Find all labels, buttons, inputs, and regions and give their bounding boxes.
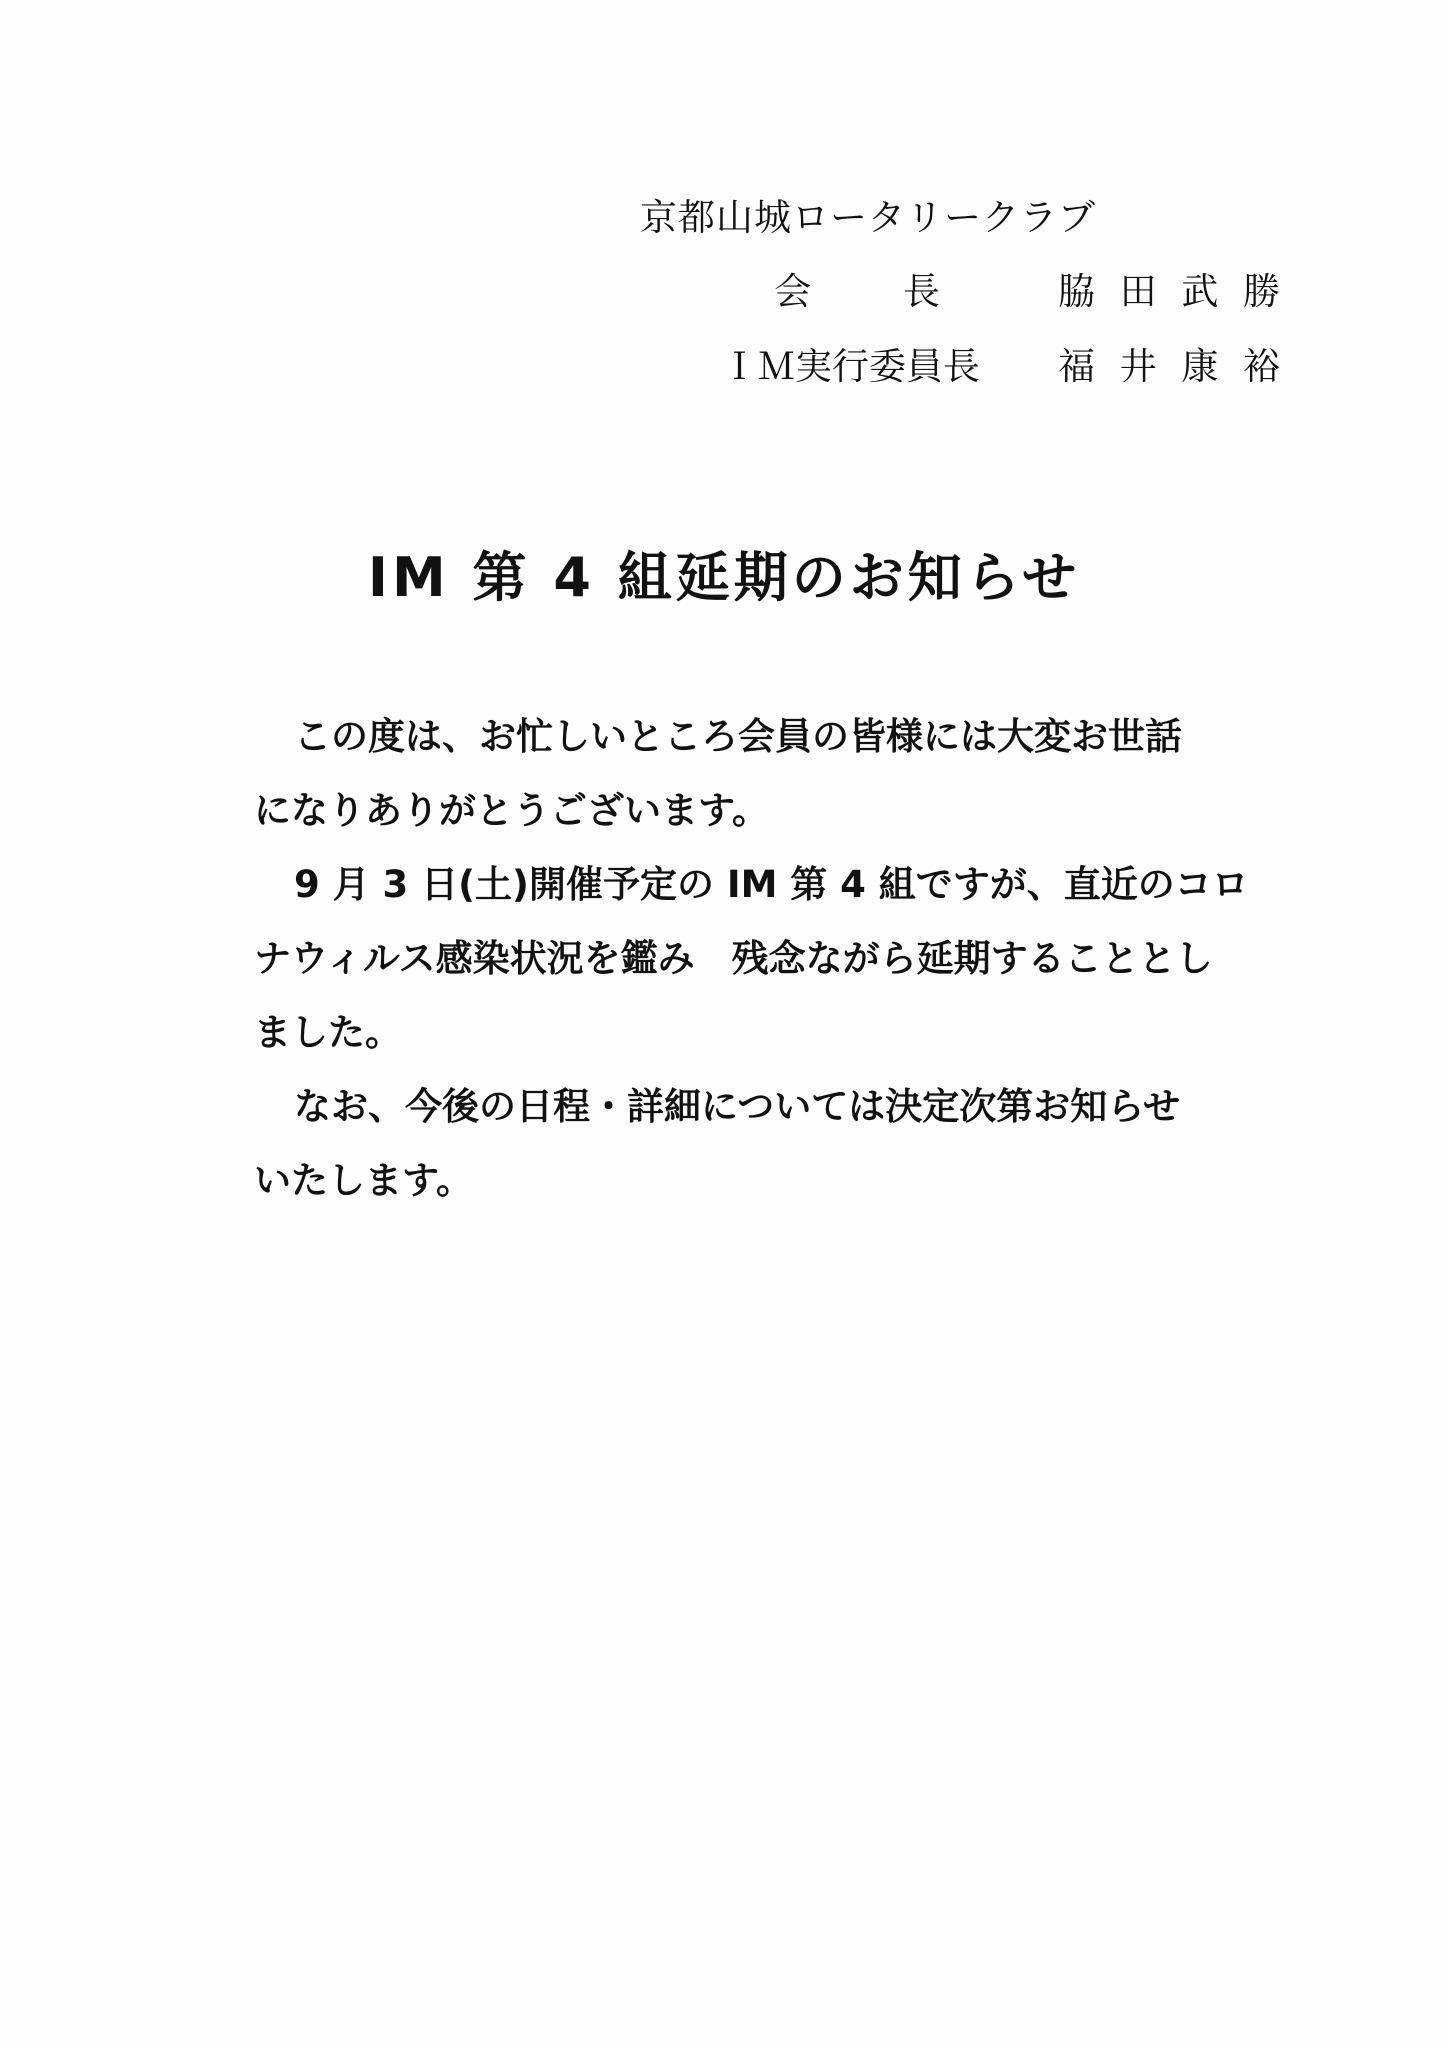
- committee-chair-name-char: 裕: [1242, 345, 1280, 388]
- body-line: ナウィルス感染状況を鑑み 残念ながら延期することとし: [254, 937, 1213, 980]
- committee-chair-line: [640, 345, 1280, 389]
- body-line: この度は、お忙しいところ会員の皆様には大変お世話: [294, 715, 1182, 758]
- committee-chair-name-char: 福: [1058, 345, 1095, 388]
- committee-chair-name-char: 康: [1181, 345, 1219, 388]
- president-name-char: 武: [1181, 270, 1219, 313]
- committee-chair-name-char: 井: [1119, 345, 1157, 388]
- body-line: になりありがとうございます。: [254, 789, 770, 832]
- organization-name: 京都山城ロータリークラブ: [640, 196, 1096, 239]
- body-line: なお、今後の日程・詳細については決定次第お知らせ: [294, 1085, 1181, 1128]
- committee-chair-name: [1058, 345, 1280, 389]
- body-line: 9 月 3 日(土)開催予定の IM 第 4 組ですが、直近のコロ: [294, 863, 1249, 906]
- president-role: 会 長: [774, 270, 980, 313]
- body-line: いたします。: [254, 1159, 474, 1202]
- notice-title: IM 第 4 組延期のお知らせ: [367, 546, 1081, 609]
- president-name-char: 勝: [1242, 270, 1280, 313]
- body-line: ました。: [254, 1011, 402, 1054]
- notice-body: [254, 700, 1254, 1218]
- committee-chair-role: ＩＭ実行委員長: [721, 345, 980, 388]
- president-name: [1058, 270, 1280, 314]
- president-name-char: 田: [1119, 270, 1157, 313]
- president-name-char: 脇: [1058, 270, 1095, 313]
- president-line: [640, 270, 1280, 314]
